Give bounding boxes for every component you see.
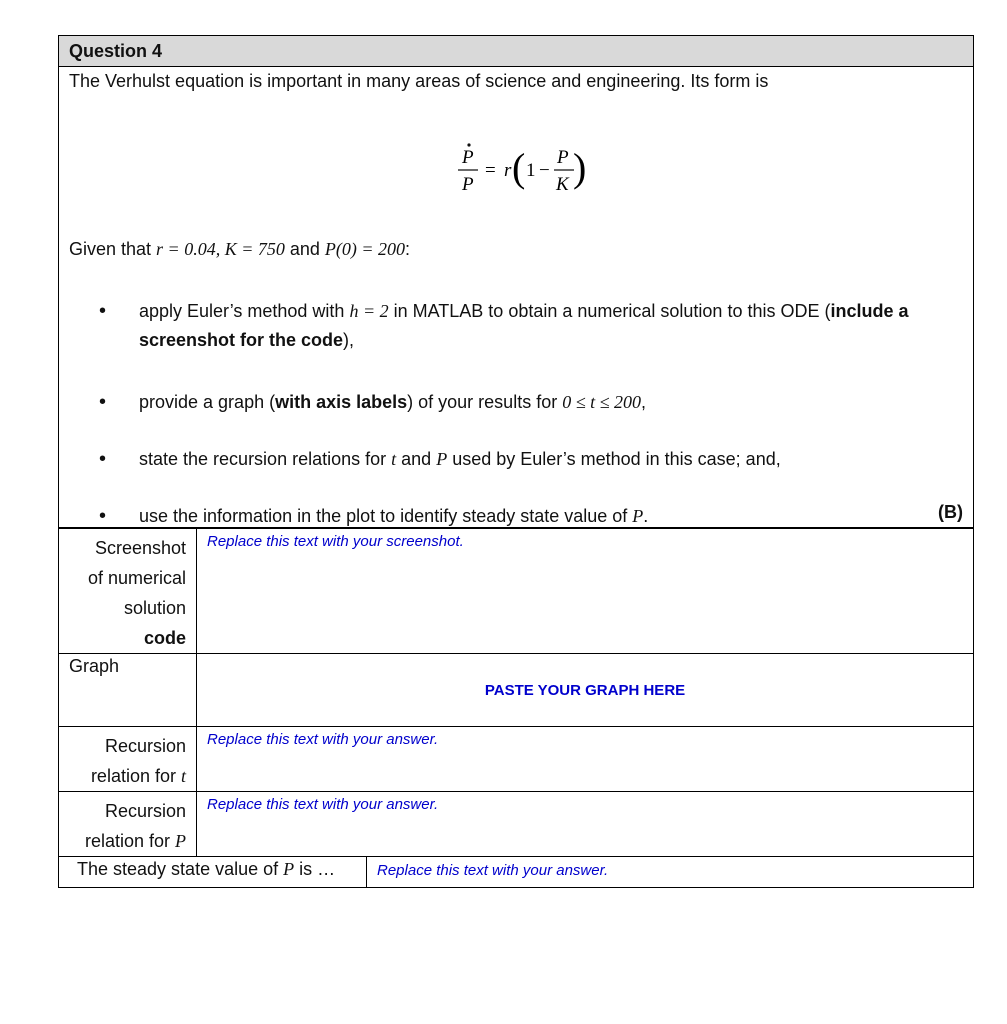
graph-label: Graph (59, 654, 197, 727)
recursion-p-label: Recursion relation for P (59, 792, 197, 857)
recursion-t-answer-field[interactable]: Replace this text with your answer. (197, 727, 974, 792)
svg-text:(: ( (512, 145, 526, 190)
steady-state-label: The steady state value of P is … (59, 857, 367, 888)
recursion-t-label: Recursion relation for t (59, 727, 197, 792)
screenshot-answer-field[interactable]: Replace this text with your screenshot. (197, 529, 974, 654)
given-k: K = 750 (224, 239, 285, 259)
svg-text:r: r (504, 160, 512, 181)
question-box (58, 35, 974, 528)
svg-text:P: P (462, 147, 474, 168)
steady-state-row (58, 856, 974, 888)
svg-text:P: P (557, 147, 569, 168)
svg-text:=: = (485, 160, 496, 181)
formula-graphic (436, 133, 596, 213)
task-item: • state the recursion relations for t and P used by Euler’s method in this case; and, (99, 445, 967, 474)
svg-text:P: P (462, 174, 474, 195)
answer-table (58, 528, 974, 857)
verhulst-formula (59, 133, 973, 213)
task-item: • use the information in the plot to identify steady state value of P. (99, 502, 967, 531)
recursion-p-answer-field[interactable]: Replace this text with your answer. (197, 792, 974, 857)
given-values: Given that r = 0.04, K = 750 and P(0) = 200: (69, 239, 411, 259)
question-intro: The Verhulst equation is important in many areas of science and engineering. Its form is (69, 71, 769, 91)
task-item: • provide a graph (with axis labels) of your results for 0 ≤ t ≤ 200, (99, 388, 967, 417)
svg-text:−: − (539, 160, 550, 181)
question-sheet (58, 35, 974, 888)
question-title: Question 4 (59, 36, 973, 67)
graph-answer-field[interactable]: PASTE YOUR GRAPH HERE (197, 654, 974, 727)
svg-text:): ) (573, 145, 587, 190)
marks-label: (B) (938, 502, 963, 522)
given-and: and (284, 239, 325, 259)
given-suffix: : (405, 239, 411, 259)
task-item: • apply Euler’s method with h = 2 in MATLAB to obtain a numerical solution to this ODE (include a screenshot for the code), (99, 297, 967, 355)
given-r: r = 0.04 (156, 239, 216, 259)
given-p0: P(0) = 200 (324, 239, 406, 259)
steady-state-answer-field[interactable]: Replace this text with your answer. (367, 857, 974, 888)
svg-text:K: K (556, 174, 569, 195)
svg-text:1: 1 (526, 160, 536, 181)
screenshot-label: Screenshot of numerical solution code (59, 529, 197, 654)
question-body (59, 67, 973, 527)
given-prefix: Given that (69, 239, 157, 259)
